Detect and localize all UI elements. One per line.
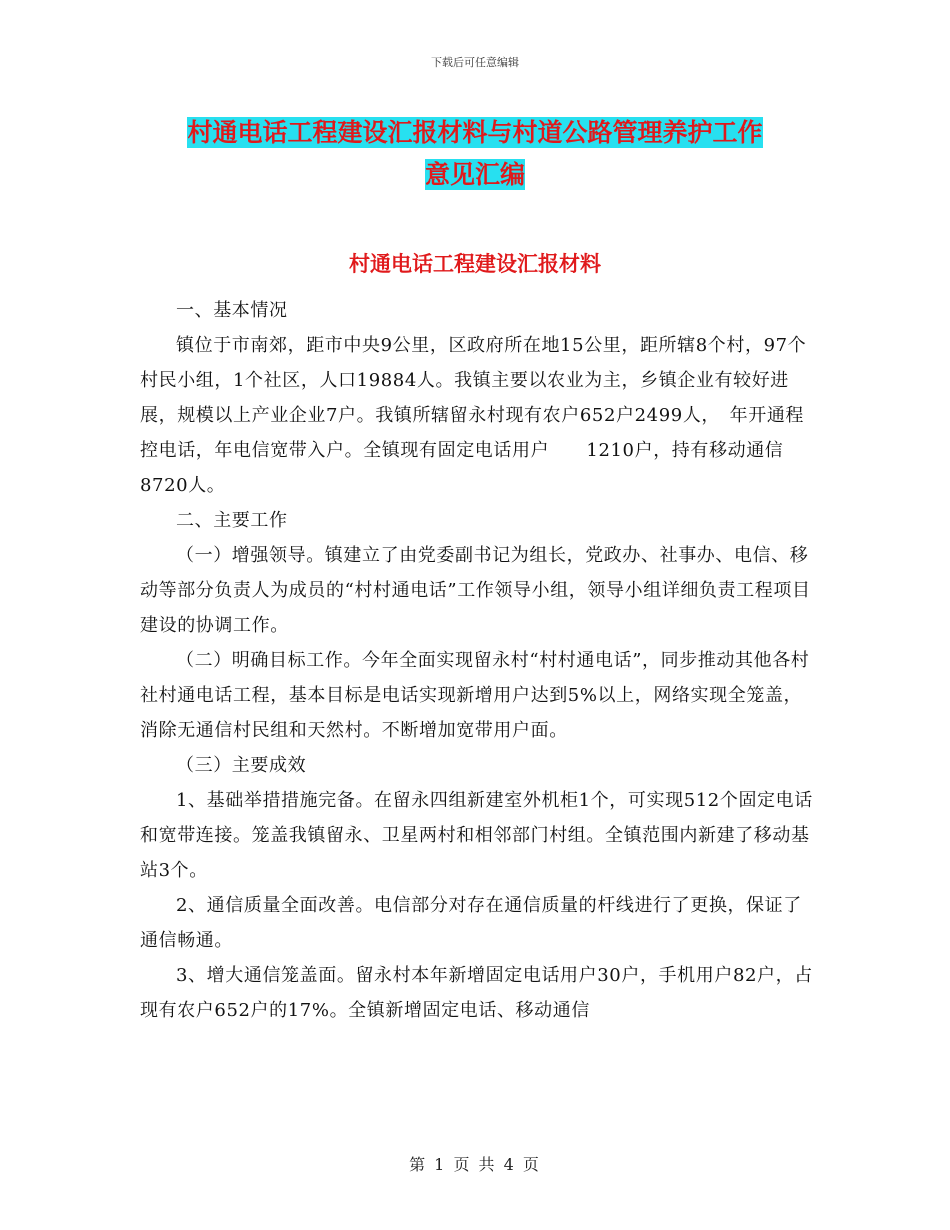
document-title xyxy=(0,112,950,196)
paragraph-basic-info: 镇位于市南郊，距市中央9公里，区政府所在地15公里，距所辖8个村，97个村民小组，1个社区，人口19884人。我镇主要以农业为主，乡镇企业有较好进展，规模以上产业企业7户。我镇所辖留永村现有农户652户2499人， 年开通程控电话，年电信宽带入户。全镇现有固定电话用户 1210户，持有移动通信8720人。 xyxy=(140,335,807,496)
document-body xyxy=(140,293,820,1028)
title-line-1: 村通电话工程建设汇报材料与村道公路管理养护工作 xyxy=(187,118,763,147)
paragraph-coverage: 3、增大通信笼盖面。留永村本年新增固定电话用户30户，手机用户82户，占现有农户652户的17%。全镇新增固定电话、移动通信 xyxy=(140,965,813,1021)
paragraph-infrastructure: 1、基础举措措施完备。在留永四组新建室外机柜1个，可实现512个固定电话和宽带连接。笼盖我镇留永、卫星两村和相邻部门村组。全镇范围内新建了移动基站3个。 xyxy=(140,790,813,881)
paragraph-quality: 2、通信质量全面改善。电信部分对存在通信质量的杆线进行了更换，保证了通信畅通。 xyxy=(140,895,802,951)
paragraph-goals: （二）明确目标工作。今年全面实现留永村“村村通电话”，同步推动其他各村社村通电话工程，基本目标是电话实现新增用户达到5%以上，网络实现全笼盖，消除无通信村民组和天然村。不断增加宽带用户面。 xyxy=(140,650,810,741)
section-title: 村通电话工程建设汇报材料 xyxy=(349,252,601,276)
header-note: 下载后可任意编辑 xyxy=(431,56,519,69)
heading-basic-situation: 一、基本情况 xyxy=(176,300,288,321)
heading-main-work: 二、主要工作 xyxy=(176,510,288,531)
page-number: 第 1 页 共 4 页 xyxy=(409,1155,541,1174)
paragraph-leadership: （一）增强领导。镇建立了由党委副书记为组长，党政办、社事办、电信、移动等部分负责人为成员的“村村通电话”工作领导小组，领导小组详细负责工程项目建设的协调工作。 xyxy=(140,545,811,636)
title-line-2: 意见汇编 xyxy=(424,160,525,189)
heading-results: （三）主要成效 xyxy=(176,755,307,776)
